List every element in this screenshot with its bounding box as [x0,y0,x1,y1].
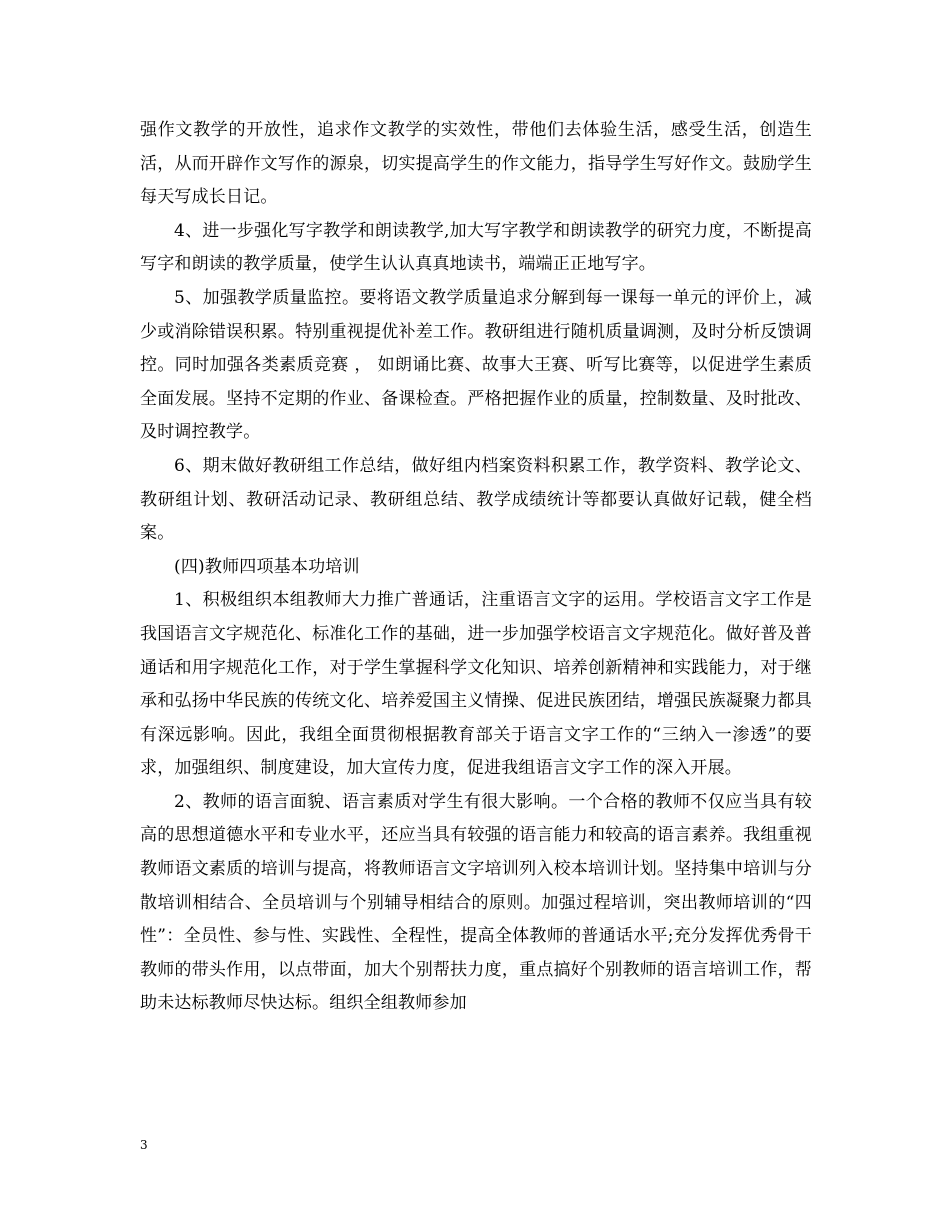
paragraph-item-2-language-quality: 2、教师的语言面貌、语言素质对学生有很大影响。一个合格的教师不仅应当具有较高的思想道德水平和专业水平，还应当具有较强的语言能力和较高的语言素养。我组重视教师语文素质的培训与提高，将教师语言文字培训列入校本培训计划。坚持集中培训与分散培训相结合、全员培训与个别辅导相结合的原则。加强过程培训，突出教师培训的“四性”：全员性、参与性、实践性、全程性，提高全体教师的普通话水平;充分发挥优秀骨干教师的带头作用，以点带面，加大个别帮扶力度，重点搞好个别教师的语言培训工作，帮助未达标教师尽快达标。组织全组教师参加 [140,791,812,1014]
paragraph-item-1-mandarin-promotion: 1、积极组织本组教师大力推广普通话，注重语言文字的运用。学校语言文字工作是我国语言文字规范化、标准化工作的基础，进一步加强学校语言文字规范化。做好普及普通话和用字规范化工作，对于学生掌握科学文化知识、培养创新精神和实践能力，对于继承和弘扬中华民族的传统文化、培养爱国主义情操、促进民族团结，增强民族凝聚力都具有深远影响。因此，我组全面贯彻根据教育部关于语言文字工作的“三纳入一渗透”的要求，加强组织、制度建设，加大宣传力度，促进我组语言文字工作的深入开展。 [140,590,812,779]
document-body [140,114,812,1021]
paragraph-item-5-quality-monitoring: 5、加强教学质量监控。要将语文教学质量追求分解到每一课每一单元的评价上，减少或消除错误积累。特别重视提优补差工作。教研组进行随机质量调测，及时分析反馈调控。同时加强各类素质竞赛 ， 如朗诵比赛、故事大王赛、听写比赛等，以促进学生素质全面发展。坚持不定期的作业、备课检查。严格把握作业的质量，控制数量、及时批改、及时调控教学。 [140,287,812,443]
section-heading-teacher-training: (四)教师四项基本功培训 [174,556,360,577]
paragraph-writing-openness: 强作文教学的开放性，追求作文教学的实效性，带他们去体验生活，感受生活，创造生活，从而开辟作文写作的源泉，切实提高学生的作文能力，指导学生写好作文。鼓励学生每天写成长日记。 [140,120,812,208]
paragraph-item-6-term-summary: 6、期末做好教研组工作总结，做好组内档案资料积累工作，教学资料、教学论文、教研组计划、教研活动记录、教研组总结、教学成绩统计等都要认真做好记载，健全档案。 [140,455,812,544]
page-number: 3 [140,1138,148,1152]
paragraph-item-4-handwriting-reading: 4、进一步强化写字教学和朗读教学,加大写字教学和朗读教学的研究力度，不断提高写字和朗读的教学质量，使学生认认真真地读书，端端正正地写字。 [140,220,812,275]
